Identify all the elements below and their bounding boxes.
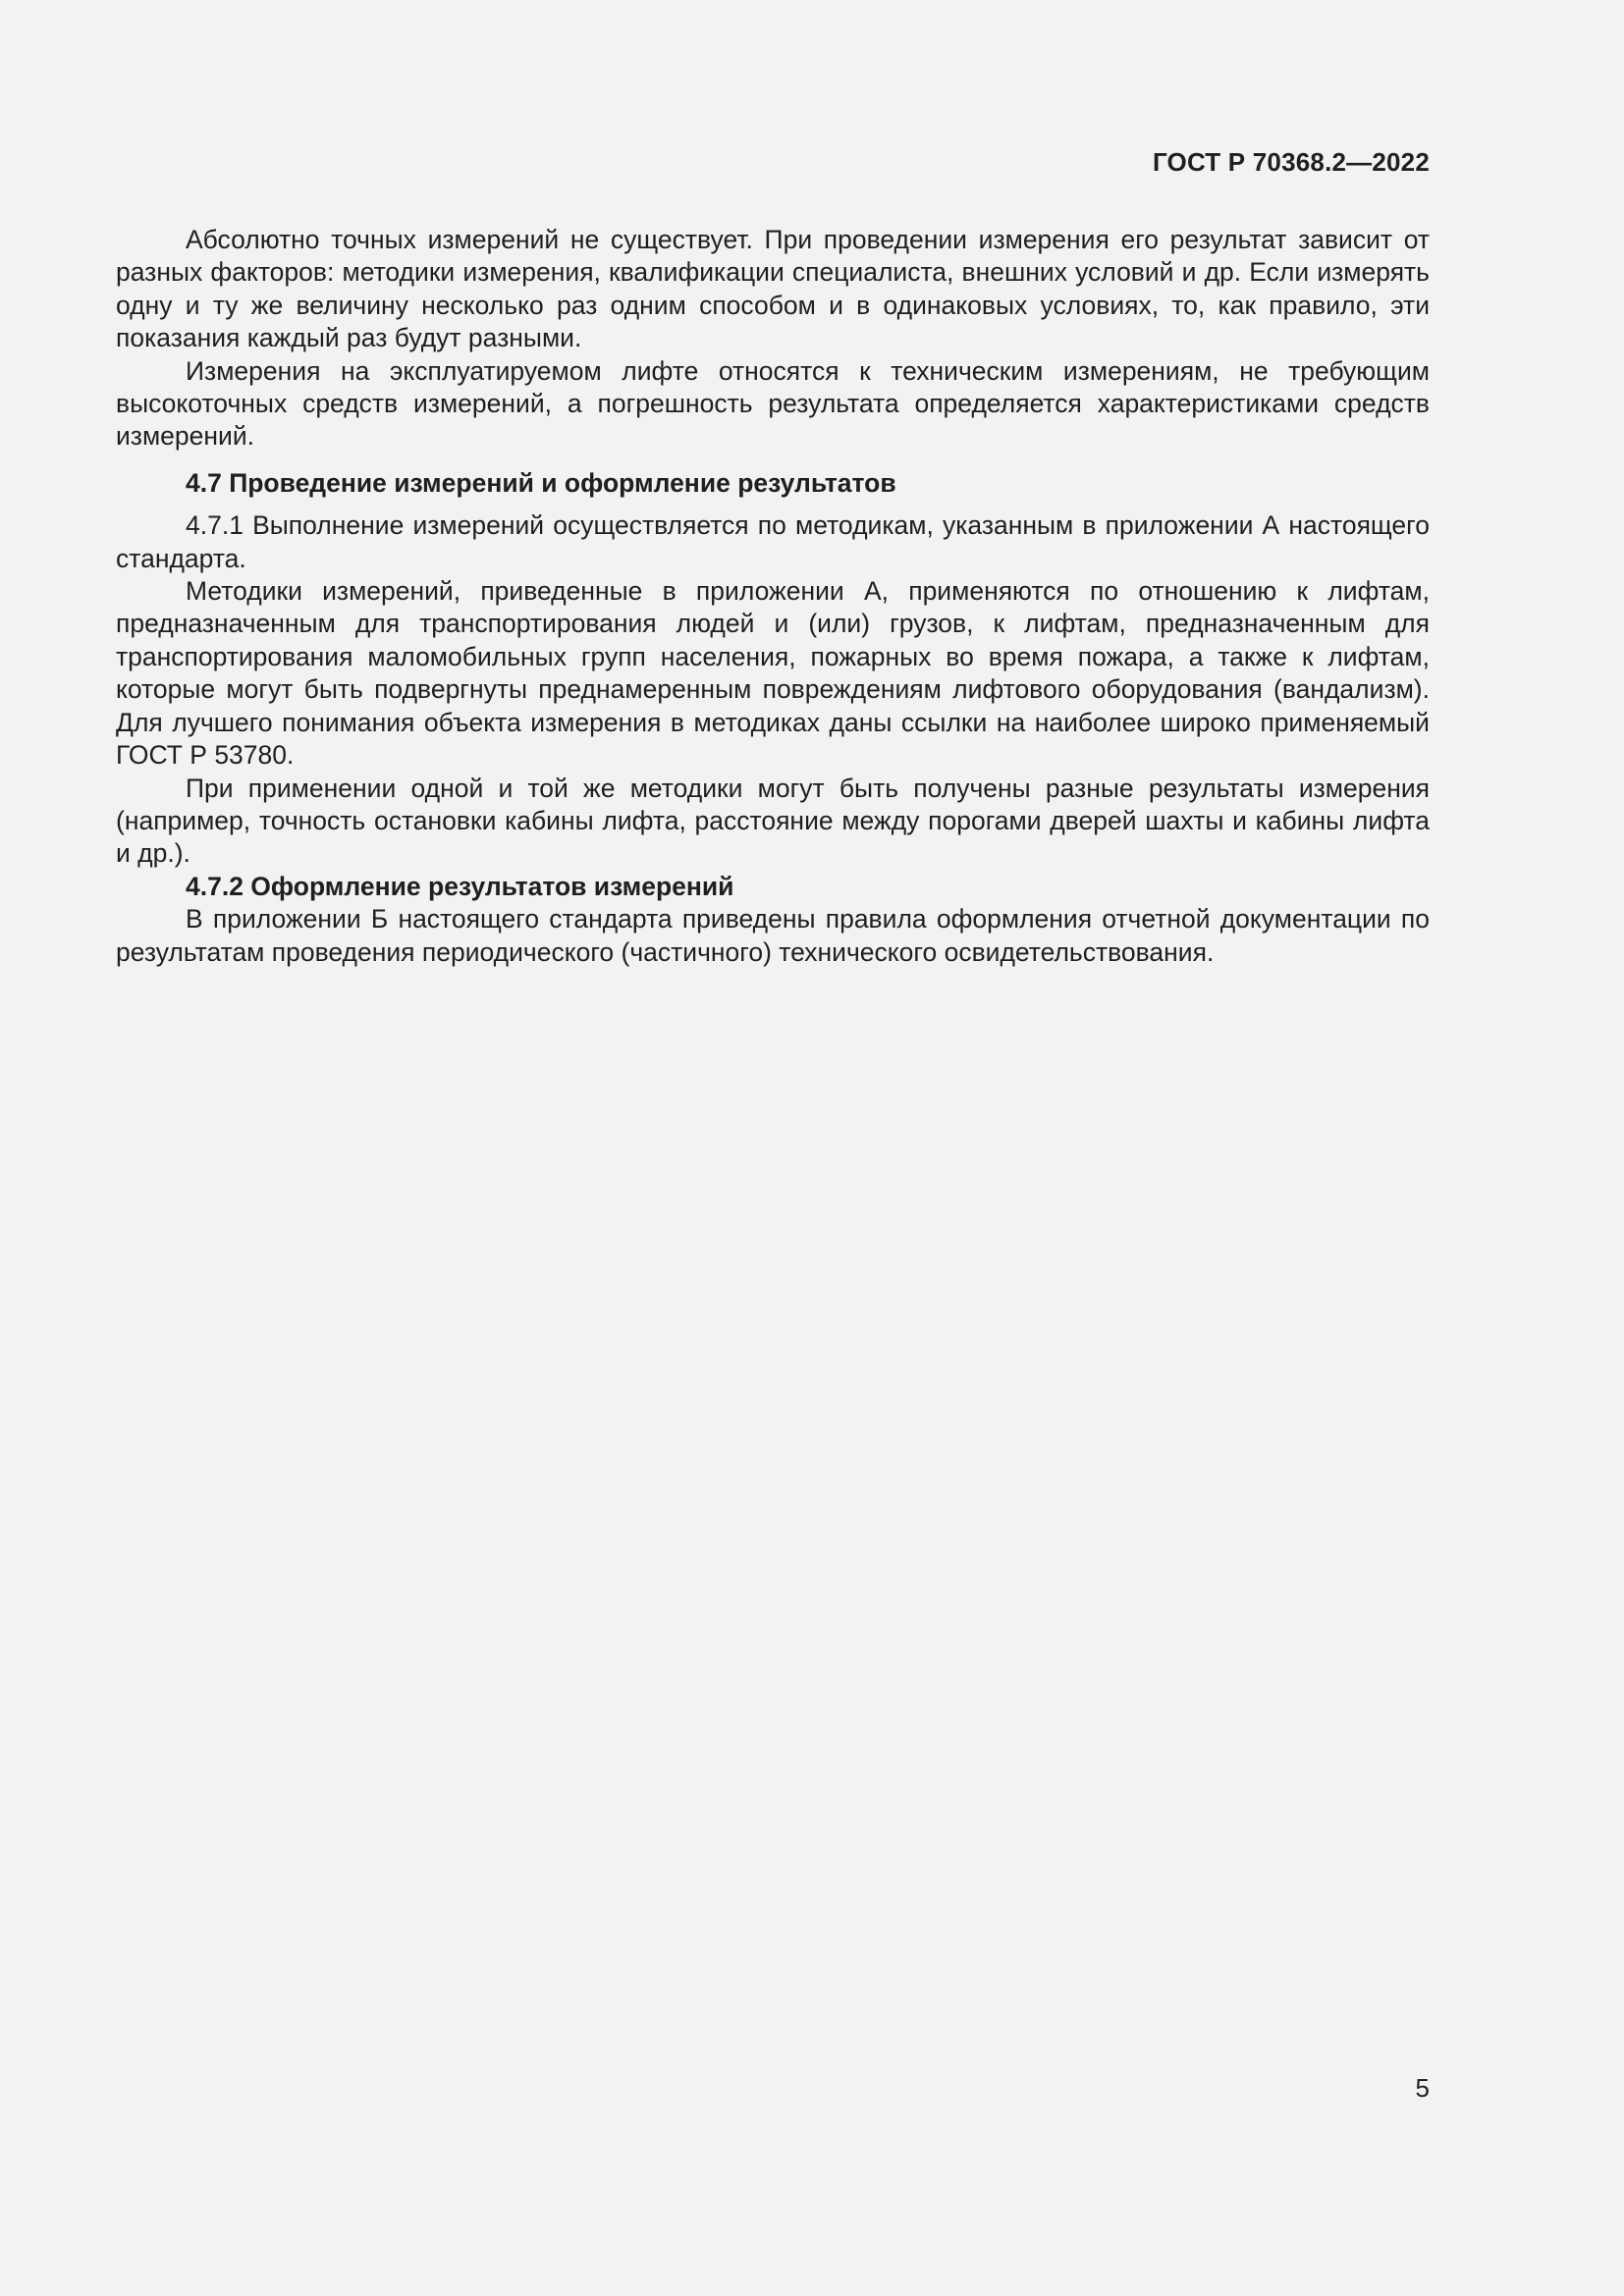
document-body xyxy=(116,224,1430,969)
section-heading-4-7: 4.7 Проведение измерений и оформление результатов xyxy=(186,467,896,498)
paragraph-methods-application: Методики измерений, приведенные в приложении А, применяются по отношению к лифтам, предназначенным для транспортирования людей и (или) грузов, к лифтам, предназначенным для транспортирования маломобильных групп населения, пожарных во время пожара, а также к лифтам, которые могут быть подвергнуты преднамеренным повреждениям лифтового оборудования (вандализм). Для лучшего понимания объекта измерения в методиках даны ссылки на наиболее широко применяемый ГОСТ Р 53780. xyxy=(116,576,1430,771)
section-heading-4-7-2: 4.7.2 Оформление результатов измерений xyxy=(186,871,734,901)
paragraph-technical-measurements: Измерения на эксплуатируемом лифте относятся к техническим измерениям, не требующим высокоточных средств измерений, а погрешность результата определяется характеристиками средств измерений. xyxy=(116,355,1430,452)
paragraph-4-7-1: 4.7.1 Выполнение измерений осуществляется по методикам, указанным в приложении А настоящего стандарта. xyxy=(116,510,1430,573)
paragraph-appendix-b: В приложении Б настоящего стандарта приведены правила оформления отчетной документации по результатам проведения периодического (частичного) технического освидетельствования. xyxy=(116,904,1430,967)
paragraph-different-results: При применении одной и той же методики могут быть получены разные результаты измерения (например, точность остановки кабины лифта, расстояние между порогами дверей шахты и кабины лифта и др.). xyxy=(116,773,1430,869)
page-number: 5 xyxy=(1415,2073,1430,2103)
paragraph-measurement-accuracy: Абсолютно точных измерений не существует. При проведении измерения его результат зависит от разных факторов: методики измерения, квалификации специалиста, внешних условий и др. Если измерять одну и ту же величину несколько раз одним способом и в одинаковых условиях, то, как правило, эти показания каждый раз будут разными. xyxy=(116,225,1430,353)
document-code-header: ГОСТ Р 70368.2—2022 xyxy=(1152,147,1430,177)
